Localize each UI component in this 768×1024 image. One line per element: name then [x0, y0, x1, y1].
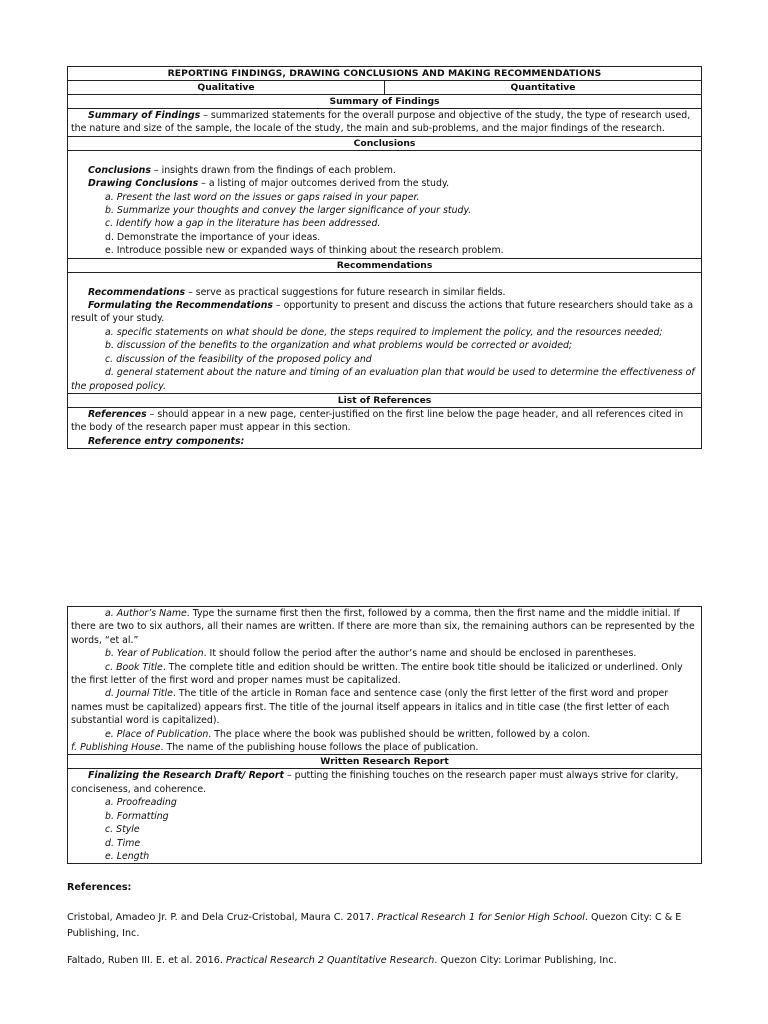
summary-text: – summarized statements for the overall purpose and objective of the study, the type of research used, the nature and size of the sample, the locale of the study, the main and sub-problems, and the major findings of the research.	[71, 110, 691, 135]
column-header-quantitative: Quantitative	[510, 82, 576, 93]
section-header-references: List of References	[68, 394, 701, 408]
continuation-table	[67, 606, 702, 864]
bibliography-entry	[67, 910, 707, 942]
references-definition	[71, 408, 698, 435]
formulating-recommendations-definition	[71, 299, 698, 326]
section-header-conclusions: Conclusions	[68, 137, 701, 151]
recommendations-definition-text: – serve as practical suggestions for future research in similar fields.	[185, 286, 506, 298]
reference-components-body	[68, 607, 701, 755]
component-text: . Type the surname first then the first, followed by a comma, then the first name and the middle initial. If there are two to six authors, all their names are written. If there are more than six, the remaining authors can be represented by the words, “et al.”	[71, 608, 695, 646]
component-label: f. Publishing House	[71, 742, 161, 754]
component-label: a. Author’s Name	[105, 608, 187, 619]
recommendations-definition	[71, 286, 698, 299]
list-item: c. Identify how a gap in the literature has been addressed.	[105, 218, 381, 230]
entry-publisher: . Quezon City: Lorimar Publishing, Inc.	[434, 955, 617, 967]
entry-title: Practical Research 2 Quantitative Research	[225, 955, 435, 967]
conclusions-definition-text: – insights drawn from the findings of each problem.	[150, 164, 396, 176]
term-summary: Summary of Findings	[88, 110, 201, 121]
list-item	[71, 647, 698, 660]
main-table	[67, 66, 702, 449]
bibliography-entry	[67, 953, 707, 969]
list-item	[71, 741, 698, 754]
finalizing-text: – putting the finishing touches on the research paper must always strive for clarity, conciseness, and coherence.	[71, 770, 679, 795]
component-label: e. Place of Publication	[105, 728, 209, 740]
reference-entry-components	[71, 435, 698, 448]
bibliography	[67, 881, 707, 980]
conclusions-definition	[71, 164, 698, 177]
term-recommendations: Recommendations	[88, 286, 186, 298]
list-item	[71, 661, 698, 688]
term-reference-entry-components: Reference entry components:	[88, 435, 245, 447]
column-header-qualitative: Qualitative	[68, 81, 385, 94]
list-item: a. specific statements on what should be done, the steps required to implement the policy, and the resources needed;	[105, 326, 663, 338]
list-item: d. general statement about the nature and timing of an evaluation plan that would be used to determine the effectiveness of the proposed policy.	[71, 367, 695, 392]
list-item: d. Demonstrate the importance of your ideas.	[105, 231, 321, 243]
section-body-recommendations	[68, 273, 701, 394]
list-item	[71, 728, 698, 741]
section-body-conclusions	[68, 151, 701, 259]
component-text: . It should follow the period after the author’s name and should be enclosed in parentheses.	[203, 648, 637, 660]
section-body-summary	[68, 109, 701, 137]
section-header-written-report: Written Research Report	[68, 755, 701, 769]
component-label: b. Year of Publication	[105, 648, 204, 660]
list-item: d. Time	[105, 837, 141, 849]
component-text: . The complete title and edition should be written. The entire book title should be italicized or underlined. Only the first letter of the first word and proper names must be capitalized.	[71, 661, 683, 687]
list-item: a. Proofreading	[105, 797, 177, 809]
finalizing-definition	[71, 769, 698, 796]
bibliography-heading: References:	[67, 882, 132, 893]
summary-paragraph	[71, 109, 698, 136]
component-text: . The name of the publishing house follows the place of publication.	[160, 742, 479, 754]
list-item: b. discussion of the benefits to the organization and what problems would be corrected or avoided;	[105, 340, 573, 352]
list-item	[71, 687, 698, 727]
term-conclusions: Conclusions	[88, 164, 151, 176]
component-label: d. Journal Title	[105, 688, 173, 700]
component-text: . The place where the book was published should be written, followed by a colon.	[208, 728, 591, 740]
entry-authors: Faltado, Ruben III. E. et al. 2016.	[67, 955, 226, 967]
drawing-conclusions-text: – a listing of major outcomes derived from the study.	[198, 178, 450, 190]
table-title: REPORTING FINDINGS, DRAWING CONCLUSIONS AND MAKING RECOMMENDATIONS	[68, 67, 701, 81]
drawing-conclusions-definition	[71, 177, 698, 190]
entry-publisher: . Quezon City: C & E Publishing, Inc.	[67, 912, 682, 940]
formulating-recommendations-text: – opportunity to present and discuss the actions that future researchers should take as a result of your study.	[71, 300, 694, 325]
section-header-recommendations: Recommendations	[68, 259, 701, 273]
entry-title: Practical Research 1 for Senior High School	[377, 912, 585, 924]
term-references: References	[88, 408, 147, 420]
term-drawing-conclusions: Drawing Conclusions	[88, 178, 199, 190]
component-label: c. Book Title	[105, 661, 163, 673]
list-item: e. Introduce possible new or expanded ways of thinking about the research problem.	[105, 245, 504, 257]
list-item	[71, 607, 698, 647]
entry-authors: Cristobal, Amadeo Jr. P. and Dela Cruz-Cristobal, Maura C. 2017.	[67, 912, 378, 924]
section-body-written-report	[68, 769, 701, 863]
list-item: a. Present the last word on the issues or gaps raised in your paper.	[105, 191, 420, 203]
term-formulating-recommendations: Formulating the Recommendations	[88, 300, 273, 312]
list-item: b. Formatting	[105, 810, 169, 822]
list-item: b. Summarize your thoughts and convey the larger significance of your study.	[105, 205, 472, 217]
section-header-summary: Summary of Findings	[68, 95, 701, 109]
references-definition-text: – should appear in a new page, center-justified on the first line below the page header, and all references cited in the body of the research paper must appear in this section.	[71, 408, 684, 434]
term-finalizing: Finalizing the Research Draft/ Report	[88, 770, 284, 782]
section-body-references	[68, 408, 701, 448]
list-item: c. discussion of the feasibility of the proposed policy and	[105, 353, 372, 365]
list-item: c. Style	[105, 824, 140, 836]
component-text: . The title of the article in Roman face and sentence case (only the first letter of the first word and proper names must be capitalized) appears first. The title of the journal itself appears in italics and in title case (the first letter of each substantial word is capitalized).	[71, 688, 670, 727]
column-headers	[68, 81, 701, 95]
list-item: e. Length	[105, 850, 150, 862]
